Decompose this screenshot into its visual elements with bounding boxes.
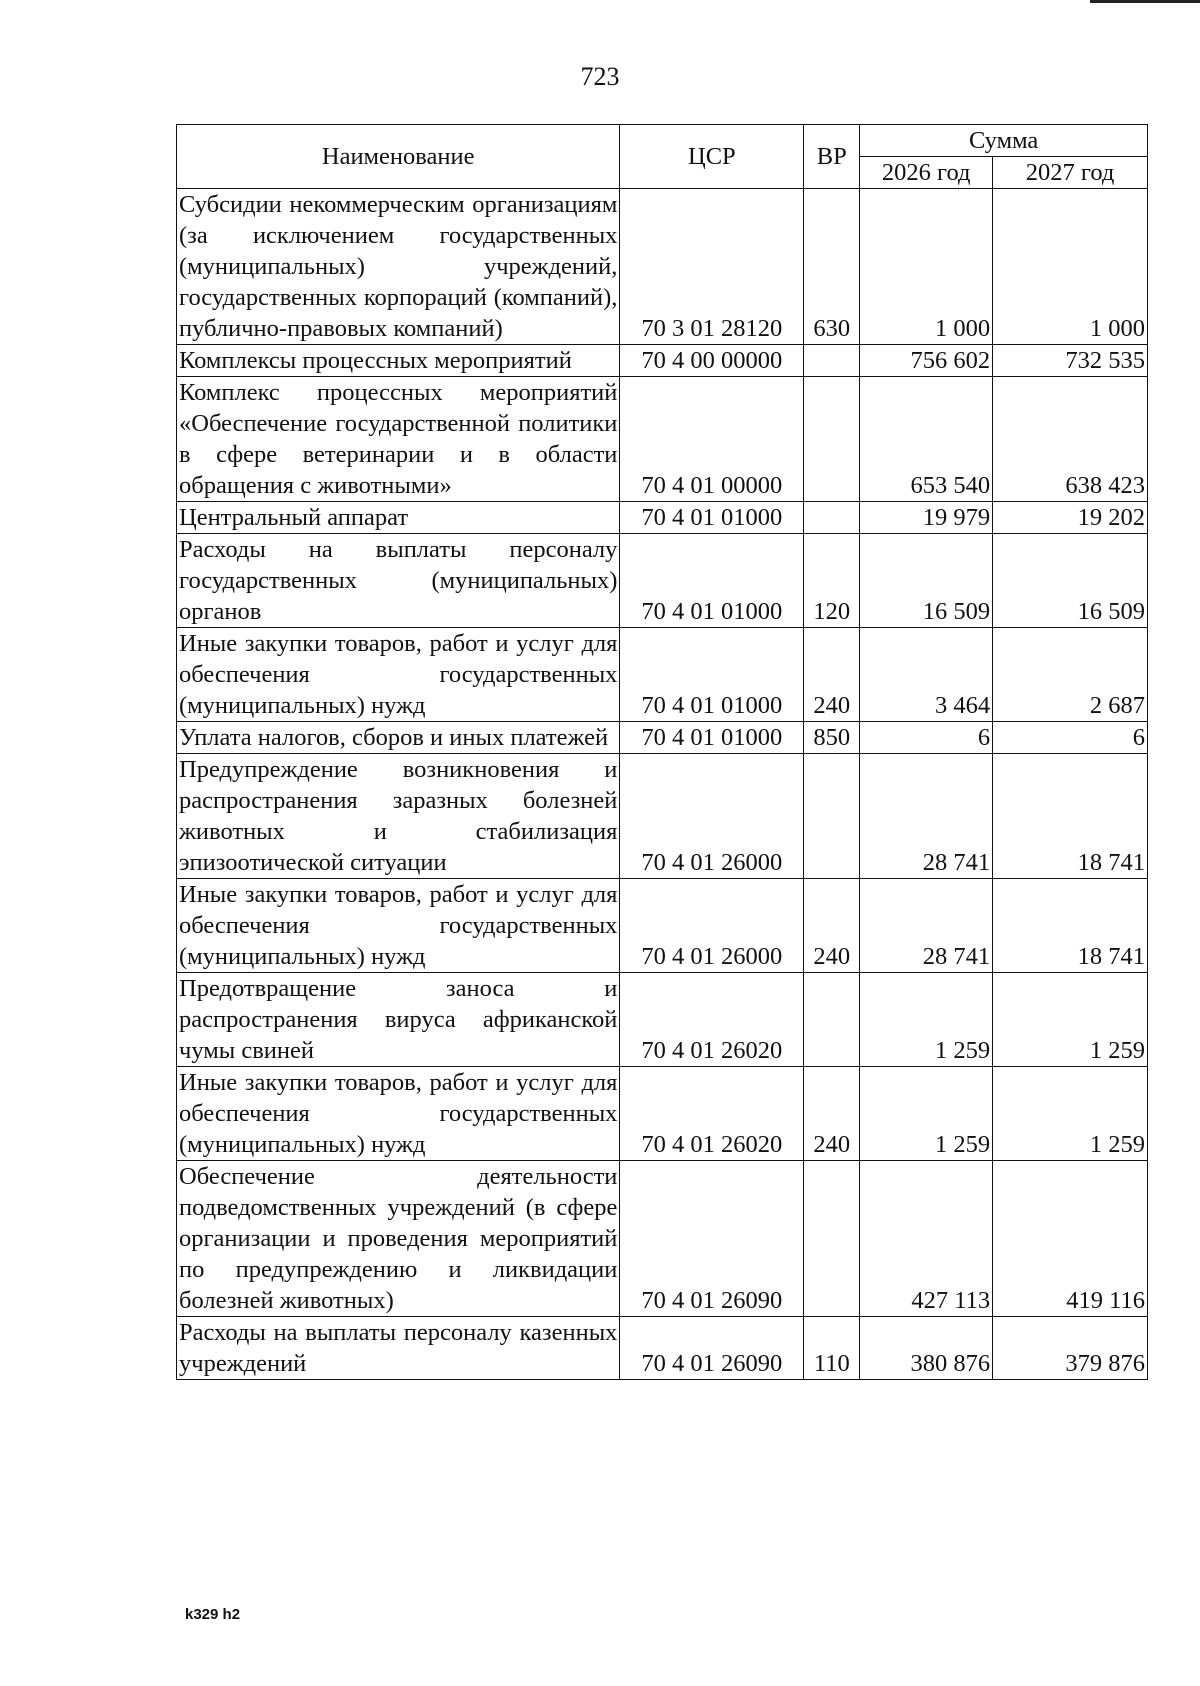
row-name: Уплата налогов, сборов и иных платежей <box>177 722 620 754</box>
row-vr <box>804 502 860 534</box>
row-amount-2026: 653 540 <box>860 377 993 502</box>
row-amount-2027: 638 423 <box>993 377 1148 502</box>
row-csr: 70 3 01 28120 <box>620 189 804 345</box>
row-name: Комплекс процессных мероприятий «Обеспечение государственной политики в сфере ветеринарии и в области обращения с животными» <box>177 377 620 502</box>
row-csr: 70 4 01 00000 <box>620 377 804 502</box>
row-amount-2026: 28 741 <box>860 754 993 879</box>
row-csr: 70 4 01 26000 <box>620 879 804 973</box>
row-amount-2027: 16 509 <box>993 534 1148 628</box>
row-amount-2027: 732 535 <box>993 345 1148 377</box>
row-name: Расходы на выплаты персоналу государственных (муниципальных) органов <box>177 534 620 628</box>
table-body <box>177 189 1148 1380</box>
row-amount-2027: 379 876 <box>993 1317 1148 1380</box>
page-number: 723 <box>580 62 620 91</box>
row-amount-2026: 380 876 <box>860 1317 993 1380</box>
row-vr <box>804 754 860 879</box>
row-amount-2026: 6 <box>860 722 993 754</box>
table-row <box>177 628 1148 722</box>
table-row <box>177 377 1148 502</box>
row-vr <box>804 1161 860 1317</box>
row-amount-2027: 18 741 <box>993 754 1148 879</box>
row-amount-2027: 6 <box>993 722 1148 754</box>
row-amount-2027: 419 116 <box>993 1161 1148 1317</box>
row-name: Расходы на выплаты персоналу казенных учреждений <box>177 1317 620 1380</box>
table-row <box>177 345 1148 377</box>
row-name: Субсидии некоммерческим организациям (за исключением государственных (муниципальных) учреждений, государственных корпораций (компаний), публично-правовых компаний) <box>177 189 620 345</box>
row-amount-2027: 1 000 <box>993 189 1148 345</box>
row-amount-2027: 2 687 <box>993 628 1148 722</box>
row-vr: 630 <box>804 189 860 345</box>
table-row <box>177 754 1148 879</box>
row-name: Иные закупки товаров, работ и услуг для обеспечения государственных (муниципальных) нужд <box>177 1067 620 1161</box>
row-amount-2027: 19 202 <box>993 502 1148 534</box>
table-row <box>177 973 1148 1067</box>
header-name: Наименование <box>177 125 620 189</box>
row-name: Обеспечение деятельности подведомственных учреждений (в сфере организации и проведения мероприятий по предупреждению и ликвидации болезней животных) <box>177 1161 620 1317</box>
row-name: Иные закупки товаров, работ и услуг для обеспечения государственных (муниципальных) нужд <box>177 879 620 973</box>
footer-code: k329 h2 <box>185 1606 241 1623</box>
row-vr: 110 <box>804 1317 860 1380</box>
row-name: Предупреждение возникновения и распространения заразных болезней животных и стабилизация эпизоотической ситуации <box>177 754 620 879</box>
header-year-2026: 2026 год <box>860 157 993 189</box>
header-vr: ВР <box>804 125 860 189</box>
row-csr: 70 4 01 26000 <box>620 754 804 879</box>
row-name: Предотвращение заноса и распространения вируса африканской чумы свиней <box>177 973 620 1067</box>
row-amount-2027: 1 259 <box>993 973 1148 1067</box>
row-vr: 240 <box>804 879 860 973</box>
row-amount-2027: 18 741 <box>993 879 1148 973</box>
table-row <box>177 1161 1148 1317</box>
row-vr: 240 <box>804 628 860 722</box>
row-vr: 240 <box>804 1067 860 1161</box>
row-csr: 70 4 00 00000 <box>620 345 804 377</box>
header-csr: ЦСР <box>620 125 804 189</box>
row-vr <box>804 377 860 502</box>
header-row <box>177 125 1148 157</box>
table-row <box>177 879 1148 973</box>
row-csr: 70 4 01 26020 <box>620 973 804 1067</box>
row-amount-2027: 1 259 <box>993 1067 1148 1161</box>
row-amount-2026: 1 000 <box>860 189 993 345</box>
row-csr: 70 4 01 01000 <box>620 534 804 628</box>
row-amount-2026: 1 259 <box>860 973 993 1067</box>
row-amount-2026: 19 979 <box>860 502 993 534</box>
row-amount-2026: 28 741 <box>860 879 993 973</box>
row-csr: 70 4 01 26090 <box>620 1317 804 1380</box>
row-amount-2026: 427 113 <box>860 1161 993 1317</box>
header-sum: Сумма <box>860 125 1148 157</box>
table-row <box>177 1317 1148 1380</box>
row-name: Центральный аппарат <box>177 502 620 534</box>
row-name: Иные закупки товаров, работ и услуг для обеспечения государственных (муниципальных) нужд <box>177 628 620 722</box>
scan-edge-line <box>1090 0 1200 3</box>
table-row <box>177 534 1148 628</box>
row-vr <box>804 973 860 1067</box>
table-row <box>177 189 1148 345</box>
budget-table <box>176 124 1148 1380</box>
row-amount-2026: 756 602 <box>860 345 993 377</box>
row-csr: 70 4 01 01000 <box>620 722 804 754</box>
table-row <box>177 502 1148 534</box>
row-amount-2026: 1 259 <box>860 1067 993 1161</box>
row-amount-2026: 3 464 <box>860 628 993 722</box>
row-csr: 70 4 01 26020 <box>620 1067 804 1161</box>
row-csr: 70 4 01 01000 <box>620 628 804 722</box>
row-csr: 70 4 01 26090 <box>620 1161 804 1317</box>
header-year-2027: 2027 год <box>993 157 1148 189</box>
row-csr: 70 4 01 01000 <box>620 502 804 534</box>
row-vr: 120 <box>804 534 860 628</box>
row-vr: 850 <box>804 722 860 754</box>
row-name: Комплексы процессных мероприятий <box>177 345 620 377</box>
row-vr <box>804 345 860 377</box>
table-row <box>177 1067 1148 1161</box>
row-amount-2026: 16 509 <box>860 534 993 628</box>
table-row <box>177 722 1148 754</box>
